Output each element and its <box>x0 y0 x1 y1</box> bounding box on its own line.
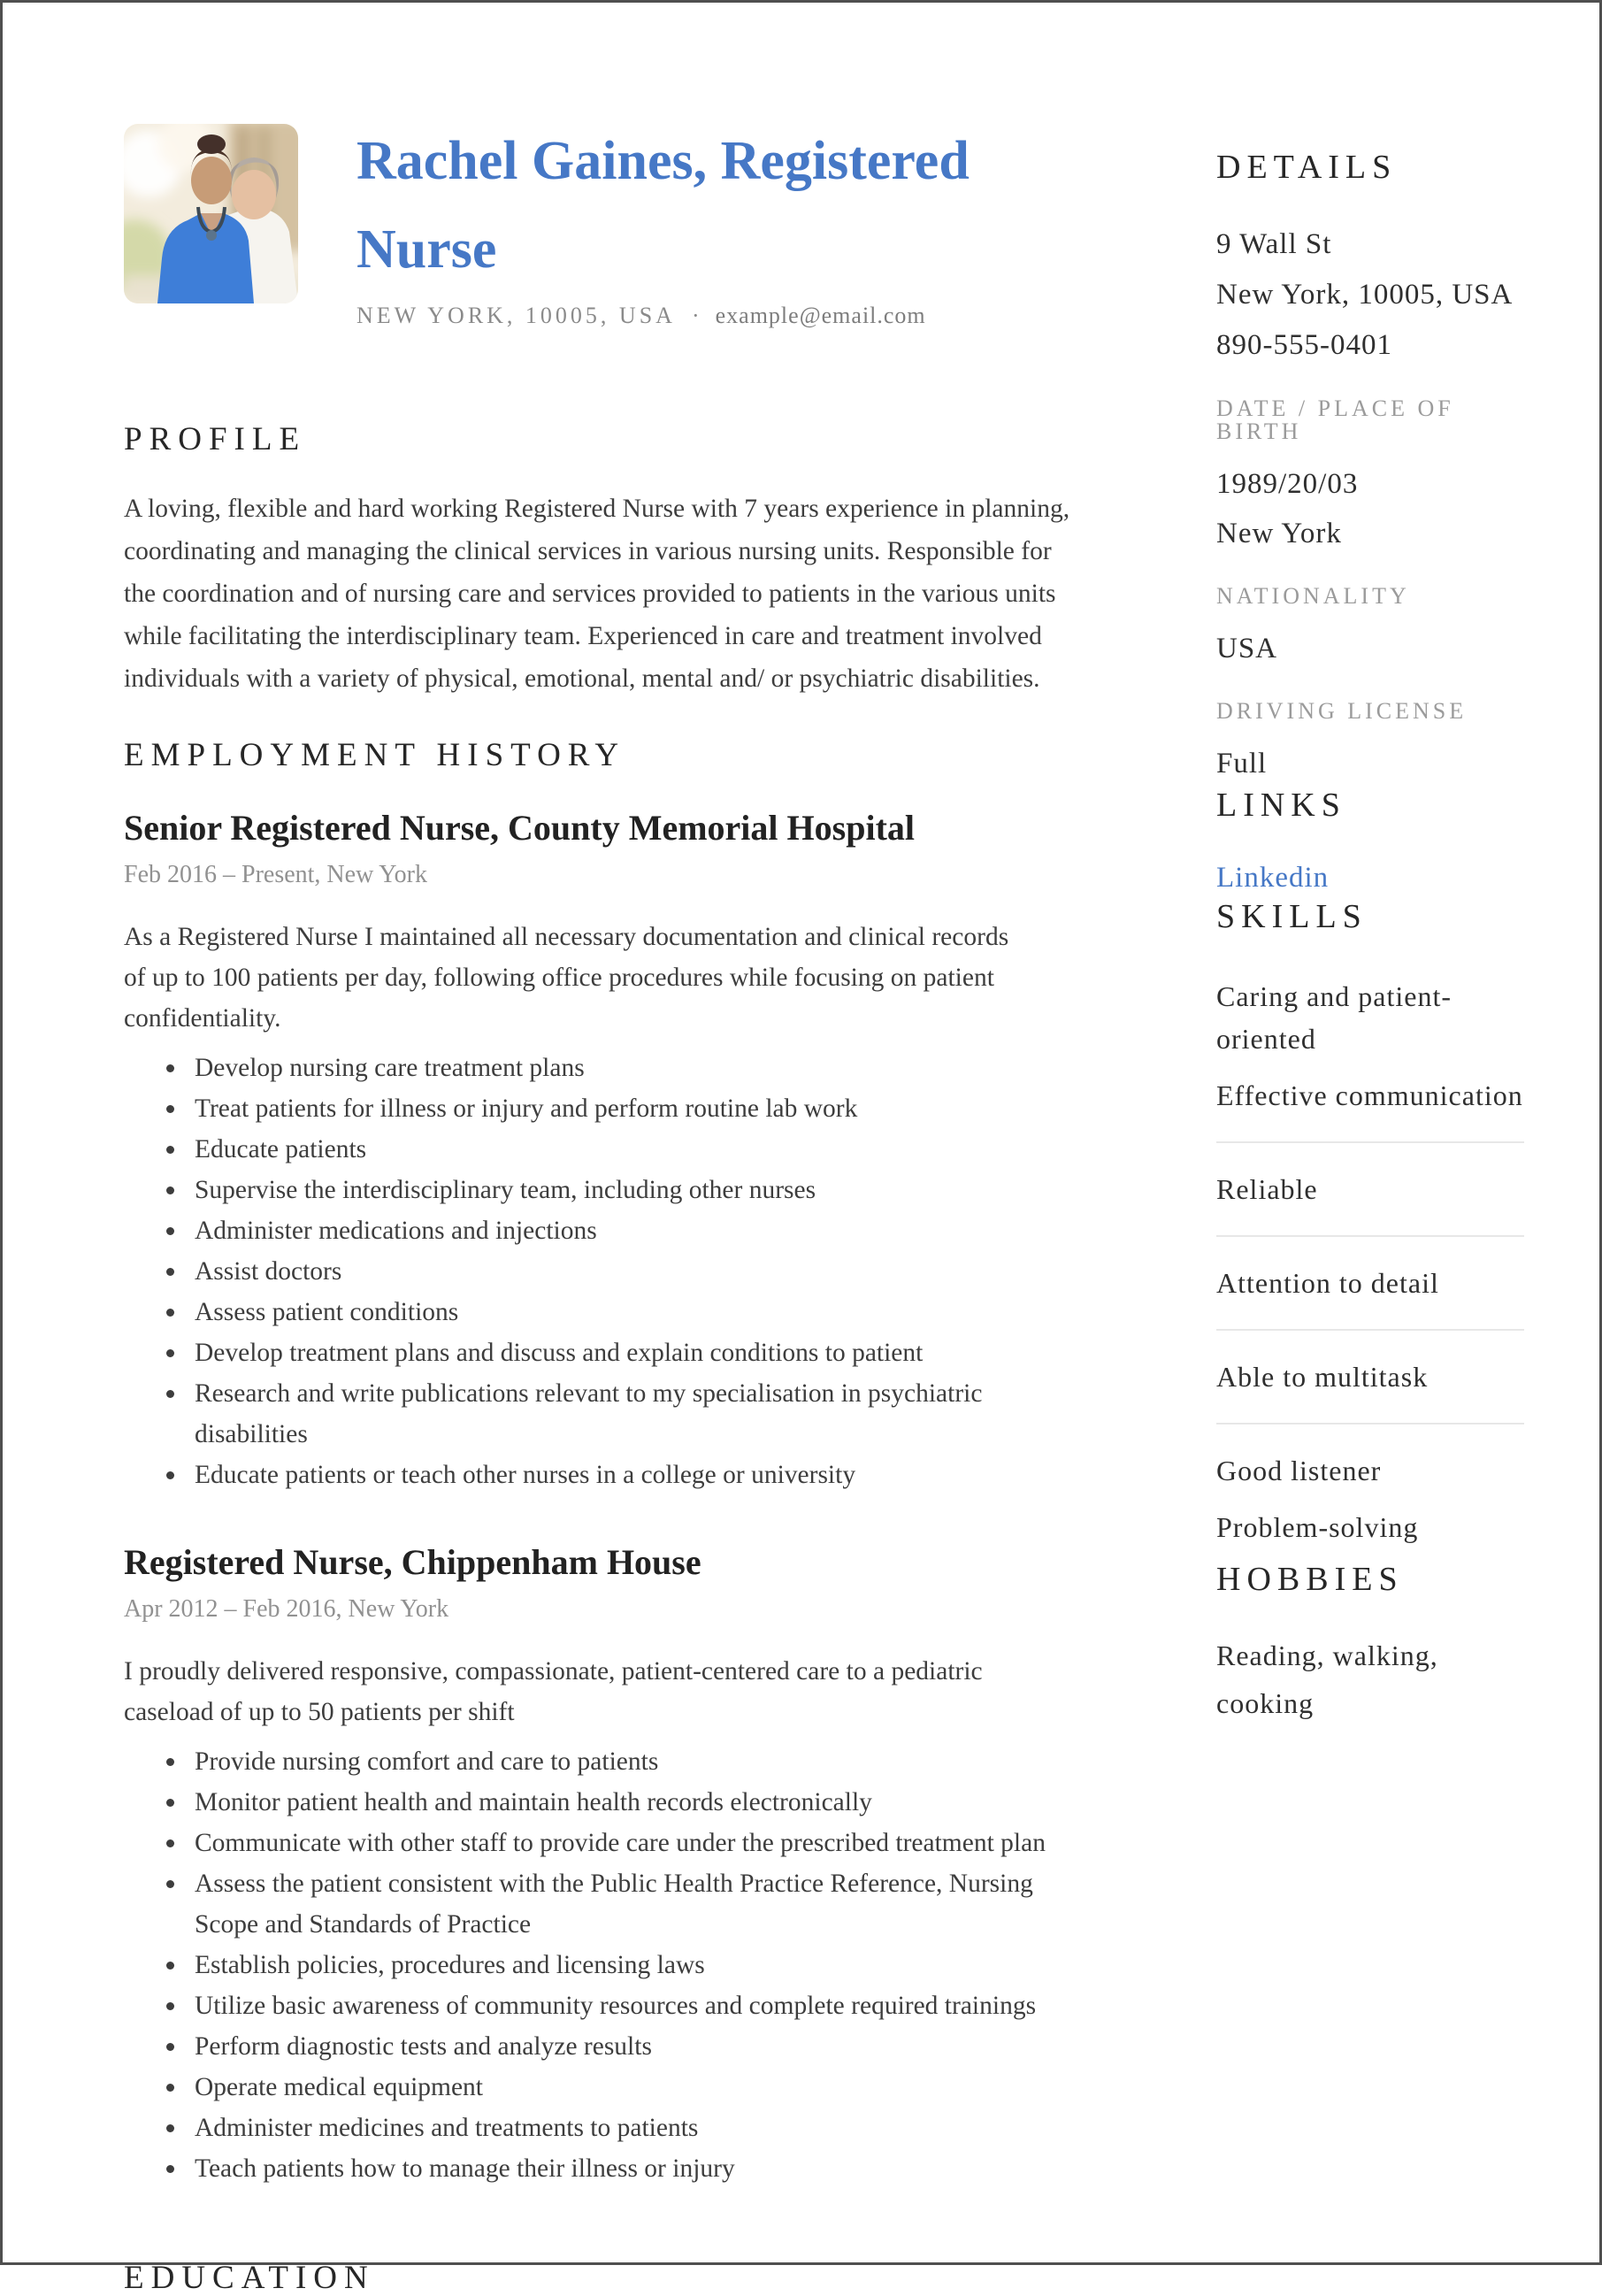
phone-number: 890-555-0401 <box>1216 329 1392 361</box>
list-item: Perform diagnostic tests and analyze results <box>165 2026 1062 2067</box>
education-heading: EDUCATION <box>124 2260 375 2296</box>
contact-line <box>356 303 1038 329</box>
job-title: Senior Registered Nurse, County Memorial Hospital <box>124 808 916 848</box>
job-duties-list <box>165 1741 1062 2189</box>
address-block <box>1216 219 1524 371</box>
hobbies-text: Reading, walking, cooking <box>1216 1639 1438 1719</box>
employment-heading: EMPLOYMENT HISTORY <box>124 737 626 773</box>
hobbies-heading: HOBBIES <box>1216 1561 1404 1598</box>
list-item: Provide nursing comfort and care to patients <box>165 1741 1062 1782</box>
birth-date: 1989/20/03 <box>1216 468 1359 500</box>
list-item: Utilize basic awareness of community resources and complete required trainings <box>165 1985 1062 2026</box>
job-summary: I proudly delivered responsive, compassionate, patient-centered care to a pediatric caseload of up to 50 patients per shift <box>124 1657 983 1726</box>
profile-photo <box>124 124 298 303</box>
profile-text: A loving, flexible and hard working Registered Nurse with 7 years experience in planning, coordinating and managing the clinical services in various nursing units. Responsible for the coordination and of nursing care and services provided to patients in the various units while facilitating the interdisciplinary team. Experienced in care and treatment involved individuals with a variety of physical, emotional, mental and/ or psychiatric disabilities. <box>124 495 1070 693</box>
list-item: Treat patients for illness or injury and perform routine lab work <box>165 1088 1062 1129</box>
profile-heading: PROFILE <box>124 421 307 457</box>
list-item: Administer medications and injections <box>165 1210 1062 1251</box>
list-item: Educate patients <box>165 1129 1062 1170</box>
skill-item: Able to multitask <box>1216 1355 1524 1424</box>
main-column <box>124 3 1090 2294</box>
job-entry-registered-nurse <box>124 1541 1090 2189</box>
header-text <box>356 124 1038 329</box>
list-item: Educate patients or teach other nurses in a college or university <box>165 1455 1062 1495</box>
list-item: Assist doctors <box>165 1251 1062 1292</box>
birth-label: DATE / PLACE OF BIRTH <box>1216 395 1454 444</box>
list-item: Research and write publications relevant to my specialisation in psychiatric disabilities <box>165 1373 1062 1455</box>
skill-item: Caring and patient-oriented <box>1216 980 1453 1055</box>
list-item: Communicate with other staff to provide care under the prescribed treatment plan <box>165 1823 1062 1863</box>
page-title: Rachel Gaines, Registered Nurse <box>356 131 970 280</box>
contact-separator: · <box>691 303 700 328</box>
job-entry-senior-registered-nurse <box>124 807 1090 1495</box>
birth-value <box>1216 459 1524 558</box>
job-summary: As a Registered Nurse I maintained all necessary documentation and clinical records of up to 100 patients per day, following office procedures while focusing on patient confidentiality. <box>124 923 1009 1033</box>
list-item: Develop nursing care treatment plans <box>165 1048 1062 1088</box>
links-heading: LINKS <box>1216 787 1346 824</box>
skill-item: Attention to detail <box>1216 1262 1524 1331</box>
driving-license-label: DRIVING LICENSE <box>1216 698 1468 724</box>
contact-location: NEW YORK, 10005, USA <box>356 303 676 328</box>
job-dates: Apr 2012 – Feb 2016, New York <box>124 1595 449 1623</box>
skills-heading: SKILLS <box>1216 898 1368 935</box>
resume-header <box>124 124 1090 329</box>
list-item: Develop treatment plans and discuss and explain conditions to patient <box>165 1332 1062 1373</box>
link-item <box>1216 856 1524 900</box>
nationality-label: NATIONALITY <box>1216 583 1410 609</box>
skill-item: Good listener <box>1216 1455 1382 1486</box>
job-dates: Feb 2016 – Present, New York <box>124 861 427 888</box>
nationality-value: USA <box>1216 633 1278 664</box>
list-item: Teach patients how to manage their illness or injury <box>165 2148 1062 2189</box>
linkedin-link[interactable]: Linkedin <box>1216 862 1330 894</box>
list-item: Monitor patient health and maintain health records electronically <box>165 1782 1062 1823</box>
list-item: Operate medical equipment <box>165 2067 1062 2108</box>
list-item: Supervise the interdisciplinary team, including other nurses <box>165 1170 1062 1210</box>
details-heading: DETAILS <box>1216 149 1398 186</box>
address-line: New York, 10005, USA <box>1216 279 1514 311</box>
skill-item: Effective communication <box>1216 1074 1524 1143</box>
list-item: Establish policies, procedures and licensing laws <box>165 1945 1062 1985</box>
page-columns <box>3 3 1599 2294</box>
list-item: Administer medicines and treatments to patients <box>165 2108 1062 2148</box>
job-title: Registered Nurse, Chippenham House <box>124 1542 701 1582</box>
skill-item: Reliable <box>1216 1168 1524 1237</box>
skills-list <box>1216 975 1524 1548</box>
address-line: 9 Wall St <box>1216 228 1332 260</box>
nurse-patient-photo-illustration <box>124 124 298 303</box>
driving-license-value: Full <box>1216 748 1268 779</box>
skill-item: Problem-solving <box>1216 1511 1419 1543</box>
contact-email: example@email.com <box>715 303 926 328</box>
job-duties-list <box>165 1048 1062 1495</box>
list-item: Assess the patient consistent with the Public Health Practice Reference, Nursing Scope and Standards of Practice <box>165 1863 1062 1945</box>
list-item: Assess patient conditions <box>165 1292 1062 1332</box>
birth-place: New York <box>1216 518 1342 549</box>
sidebar <box>1216 3 1524 1727</box>
